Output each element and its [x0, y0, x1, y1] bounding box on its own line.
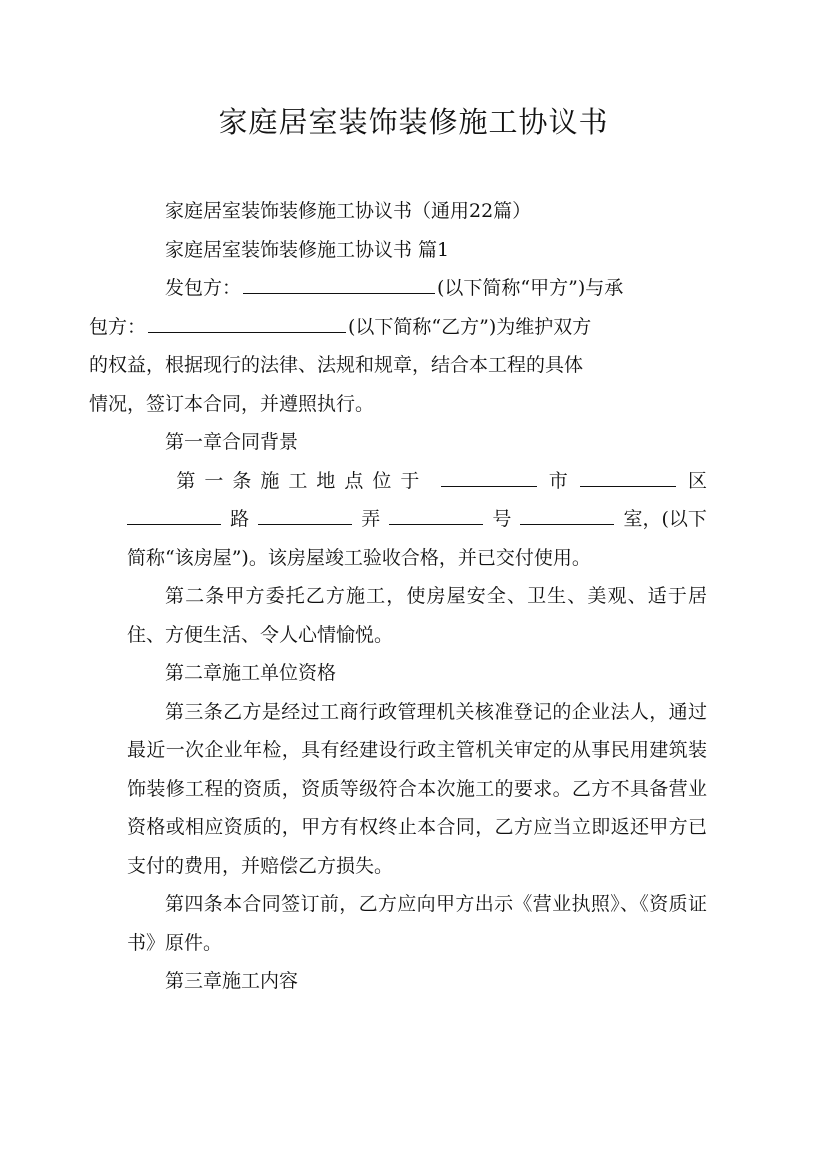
road-blank	[127, 505, 221, 525]
paragraph-parties	[89, 269, 707, 423]
article-1-line3: 简称“该房屋”)。该房屋竣工验收合格，并已交付使用。	[127, 546, 591, 569]
district-blank	[580, 467, 676, 487]
article-1-line2	[127, 500, 707, 539]
party-b-label: 包方：	[89, 315, 147, 338]
party-b-blank	[148, 313, 346, 333]
chapter-3-heading: 第三章施工内容	[165, 970, 299, 992]
paragraph-collection-title: 家庭居室装饰装修施工协议书（通用22篇）	[165, 200, 532, 222]
number-label: 号	[492, 508, 512, 530]
document-body	[89, 192, 707, 1001]
city-blank	[441, 467, 537, 487]
lane-blank	[258, 505, 352, 525]
article-2: 第二条甲方委托乙方施工，使房屋安全、卫生、美观、适于居住、方便生活、令人心情愉悦。	[127, 585, 707, 646]
chapter-2-heading: 第二章施工单位资格	[165, 662, 337, 684]
number-blank	[389, 505, 483, 525]
room-blank	[520, 505, 614, 525]
city-label: 市	[548, 469, 568, 492]
party-a-blank	[243, 274, 435, 294]
article-3: 第三条乙方是经过工商行政管理机关核准登记的企业法人，通过最近一次企业年检，具有经建设行政主管机关审定的从事民用建筑装饰装修工程的资质，资质等级符合本次施工的要求。乙方不具备营业资格或相应资质的，甲方有权终止本合同，乙方应当立即返还甲方已支付的费用，并赔偿乙方损失。	[127, 700, 707, 877]
parties-line4: 情况，签订本合同，并遵照执行。	[89, 392, 375, 415]
lane-label: 弄	[361, 508, 381, 530]
parties-line3: 的权益，根据现行的法律、法规和规章，结合本工程的具体	[89, 354, 584, 376]
party-a-abbrev: (以下简称“甲方”)与承	[437, 277, 624, 299]
room-label: 室，(以下	[623, 508, 707, 530]
party-b-abbrev: (以下简称“乙方”)为维护双方	[348, 315, 592, 338]
chapter-1-heading: 第一章合同背景	[165, 431, 299, 453]
road-label: 路	[230, 508, 250, 530]
article-1-line1	[127, 462, 707, 501]
article-1-label: 第一条施工地点位于	[176, 469, 429, 492]
article-4: 第四条本合同签订前，乙方应向甲方出示《营业执照》、《资质证书》原件。	[127, 893, 707, 954]
district-label: 区	[687, 469, 707, 492]
document-title: 家庭居室装饰装修施工协议书	[218, 105, 609, 139]
paragraph-article-heading: 家庭居室装饰装修施工协议书 篇1	[165, 238, 450, 261]
party-a-label: 发包方：	[165, 277, 242, 299]
